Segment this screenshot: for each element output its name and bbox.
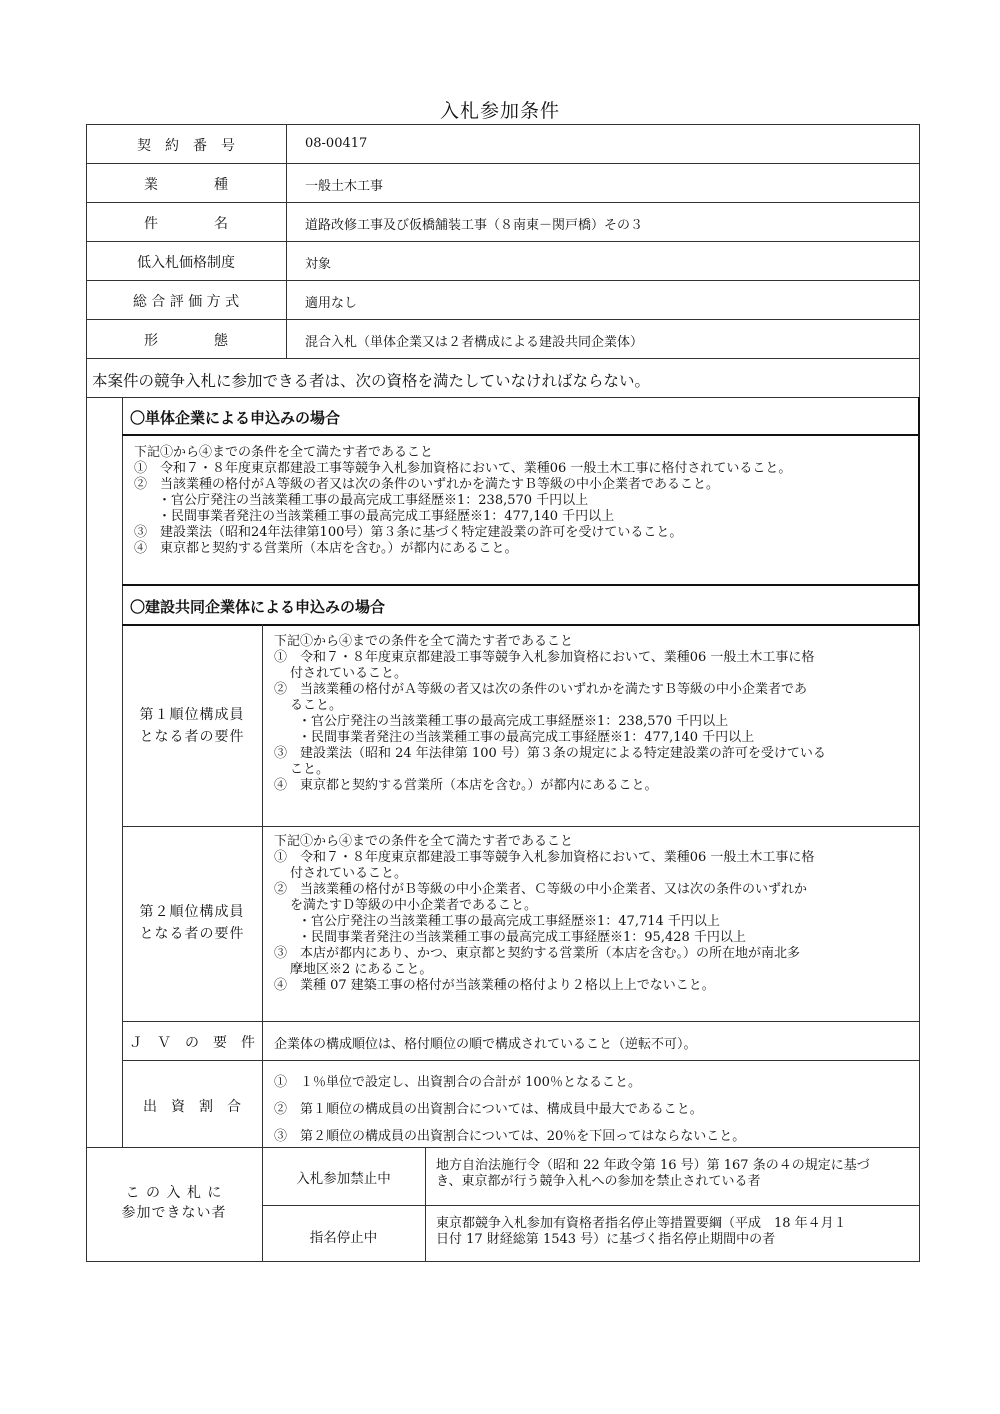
- investment-ratio-conditions: [274, 1069, 745, 1150]
- second-member-label: [122, 901, 262, 945]
- ratio-line: ② 第１順位の構成員の出資割合については、構成員中最大であること。: [274, 1102, 703, 1117]
- condition-line: ③ 建設業法（昭和24年法律第100号）第３条に基づく特定建設業の許可を受けていること。: [134, 525, 683, 540]
- row-divider: [86, 202, 920, 203]
- form-value: 混合入札（単体企業又は２者構成による建設共同企業体）: [305, 335, 644, 350]
- condition-line: ② 当該業種の格付がＡ等級の者又は次の条件のいずれかを満たすＢ等級の中小企業者であ: [274, 682, 808, 697]
- condition-line: ること。: [290, 698, 343, 713]
- form-label: 形 態: [144, 333, 228, 349]
- evaluation-value: 適用なし: [305, 296, 358, 311]
- column-divider: [286, 124, 287, 358]
- condition-line: ③ 本店が都内にあり、かつ、東京都と契約する営業所（本店を含む。）の所在地が南北多: [274, 946, 800, 961]
- single-heading: 〇単体企業による申込みの場合: [130, 409, 341, 427]
- label-line: 参加できない者: [121, 1205, 227, 1221]
- description-line: 地方自治法施行令（昭和 22 年政令第 16 号）第 167 条の４の規定に基づ: [436, 1158, 870, 1173]
- condition-line: ・民間事業者発注の当該業種工事の最高完成工事経歴※1：95,428 千円以上: [298, 930, 746, 945]
- description-line: 東京都競争入札参加有資格者指名停止等措置要綱（平成 18 年４月１: [436, 1216, 847, 1231]
- first-member-label: [122, 704, 262, 748]
- condition-line: ③ 建設業法（昭和 24 年法律第 100 号）第３条の規定による特定建設業の許可を受けている: [274, 746, 826, 761]
- condition-line: 下記①から④までの条件を全て満たす者であること: [134, 445, 434, 460]
- jv-requirement-label: Ｊ Ｖ の 要 件: [129, 1035, 255, 1051]
- condition-line: ・官公庁発注の当該業種工事の最高完成工事経歴※1：238,570 千円以上: [298, 714, 729, 729]
- page-title: 入札参加条件: [439, 100, 560, 122]
- condition-line: を満たすＤ等級の中小企業者であること。: [290, 898, 538, 913]
- row-divider: [86, 163, 920, 164]
- section-divider: [122, 624, 920, 626]
- label-line: こ の 入 札 に: [125, 1185, 223, 1201]
- column-divider: [918, 397, 920, 626]
- label-line: 第１順位構成員: [139, 707, 245, 723]
- condition-line: 摩地区※2 にあること。: [290, 962, 433, 977]
- condition-line: 付されていること。: [290, 666, 408, 681]
- label-line: 第２順位構成員: [139, 904, 245, 920]
- first-member-conditions: [274, 634, 826, 794]
- row-divider: [122, 1060, 920, 1061]
- subject-value: 道路改修工事及び仮橋舗装工事（８南東－関戸橋）その３: [305, 218, 644, 233]
- description-line: き、東京都が行う競争入札への参加を禁止されている者: [436, 1174, 761, 1189]
- condition-line: 下記①から④までの条件を全て満たす者であること: [274, 834, 574, 849]
- condition-line: ・官公庁発注の当該業種工事の最高完成工事経歴※1：47,714 千円以上: [298, 914, 720, 929]
- ratio-line: ③ 第２順位の構成員の出資割合については、20％を下回ってはならないこと。: [274, 1129, 746, 1144]
- condition-line: ・民間事業者発注の当該業種工事の最高完成工事経歴※1：477,140 千円以上: [158, 509, 615, 524]
- investment-ratio-label: 出 資 割 合: [143, 1099, 241, 1115]
- row-divider: [86, 358, 920, 359]
- low-bid-label: 低入札価格制度: [137, 255, 235, 271]
- description-line: 日付 17 財経総第 1543 号）に基づく指名停止期間中の者: [436, 1232, 776, 1247]
- condition-line: 下記①から④までの条件を全て満たす者であること: [274, 634, 574, 649]
- industry-label: 業 種: [144, 177, 228, 193]
- condition-line: 付されていること。: [290, 866, 408, 881]
- row-divider: [122, 826, 920, 827]
- section-divider: [122, 584, 920, 586]
- contract-number-label: 契 約 番 号: [137, 138, 235, 154]
- condition-line: ① 令和７・８年度東京都建設工事等競争入札参加資格において、業種06 一般土木工事に格: [274, 850, 815, 865]
- condition-line: ② 当該業種の格付がＢ等級の中小企業者、Ｃ等級の中小企業者、又は次の条件のいずれか: [274, 882, 808, 897]
- condition-line: ① 令和７・８年度東京都建設工事等競争入札参加資格において、業種06 一般土木工事に格: [274, 650, 815, 665]
- suspension-description: [436, 1216, 847, 1248]
- column-divider: [262, 624, 263, 1147]
- condition-line: ④ 業種 07 建築工事の格付が当該業種の格付より２格以上上でないこと。: [274, 978, 715, 993]
- subject-label: 件 名: [144, 216, 228, 232]
- column-divider: [425, 1147, 426, 1262]
- contract-number-value: 08-00417: [305, 136, 368, 151]
- industry-value: 一般土木工事: [305, 179, 384, 194]
- jv-requirement-value: 企業体の構成順位は、格付順位の順で構成されていること（逆転不可）。: [274, 1037, 697, 1052]
- condition-line: ④ 東京都と契約する営業所（本店を含む。）が都内にあること。: [134, 541, 518, 556]
- condition-line: こと。: [290, 762, 330, 777]
- row-divider: [122, 1021, 920, 1022]
- condition-line: ・官公庁発注の当該業種工事の最高完成工事経歴※1：238,570 千円以上: [158, 493, 589, 508]
- bid-ban-label: 入札参加禁止中: [296, 1171, 391, 1187]
- suspension-label: 指名停止中: [309, 1230, 378, 1246]
- label-line: となる者の要件: [139, 926, 245, 942]
- single-conditions: [134, 445, 791, 557]
- intro-text: 本案件の競争入札に参加できる者は、次の資格を満たしていなければならない。: [92, 372, 651, 390]
- jv-heading: 〇建設共同企業体による申込みの場合: [130, 598, 386, 616]
- row-divider: [86, 241, 920, 242]
- excluded-label: [86, 1183, 262, 1223]
- row-divider: [86, 280, 920, 281]
- section-divider: [122, 434, 920, 436]
- evaluation-label: 総 合 評 価 方 式: [132, 294, 240, 310]
- condition-line: ② 当該業種の格付がＡ等級の者又は次の条件のいずれかを満たすＢ等級の中小企業者であること。: [134, 477, 720, 492]
- condition-line: ④ 東京都と契約する営業所（本店を含む。）が都内にあること。: [274, 778, 658, 793]
- row-divider: [86, 397, 920, 398]
- ratio-line: ① １％単位で設定し、出資割合の合計が 100％となること。: [274, 1075, 641, 1090]
- condition-line: ① 令和７・８年度東京都建設工事等競争入札参加資格において、業種06 一般土木工事に格付されていること。: [134, 461, 792, 476]
- row-divider: [86, 319, 920, 320]
- condition-line: ・民間事業者発注の当該業種工事の最高完成工事経歴※1：477,140 千円以上: [298, 730, 755, 745]
- low-bid-value: 対象: [305, 257, 332, 272]
- label-line: となる者の要件: [139, 729, 245, 745]
- second-member-conditions: [274, 834, 814, 994]
- bid-ban-description: [436, 1158, 870, 1190]
- row-divider: [262, 1205, 920, 1206]
